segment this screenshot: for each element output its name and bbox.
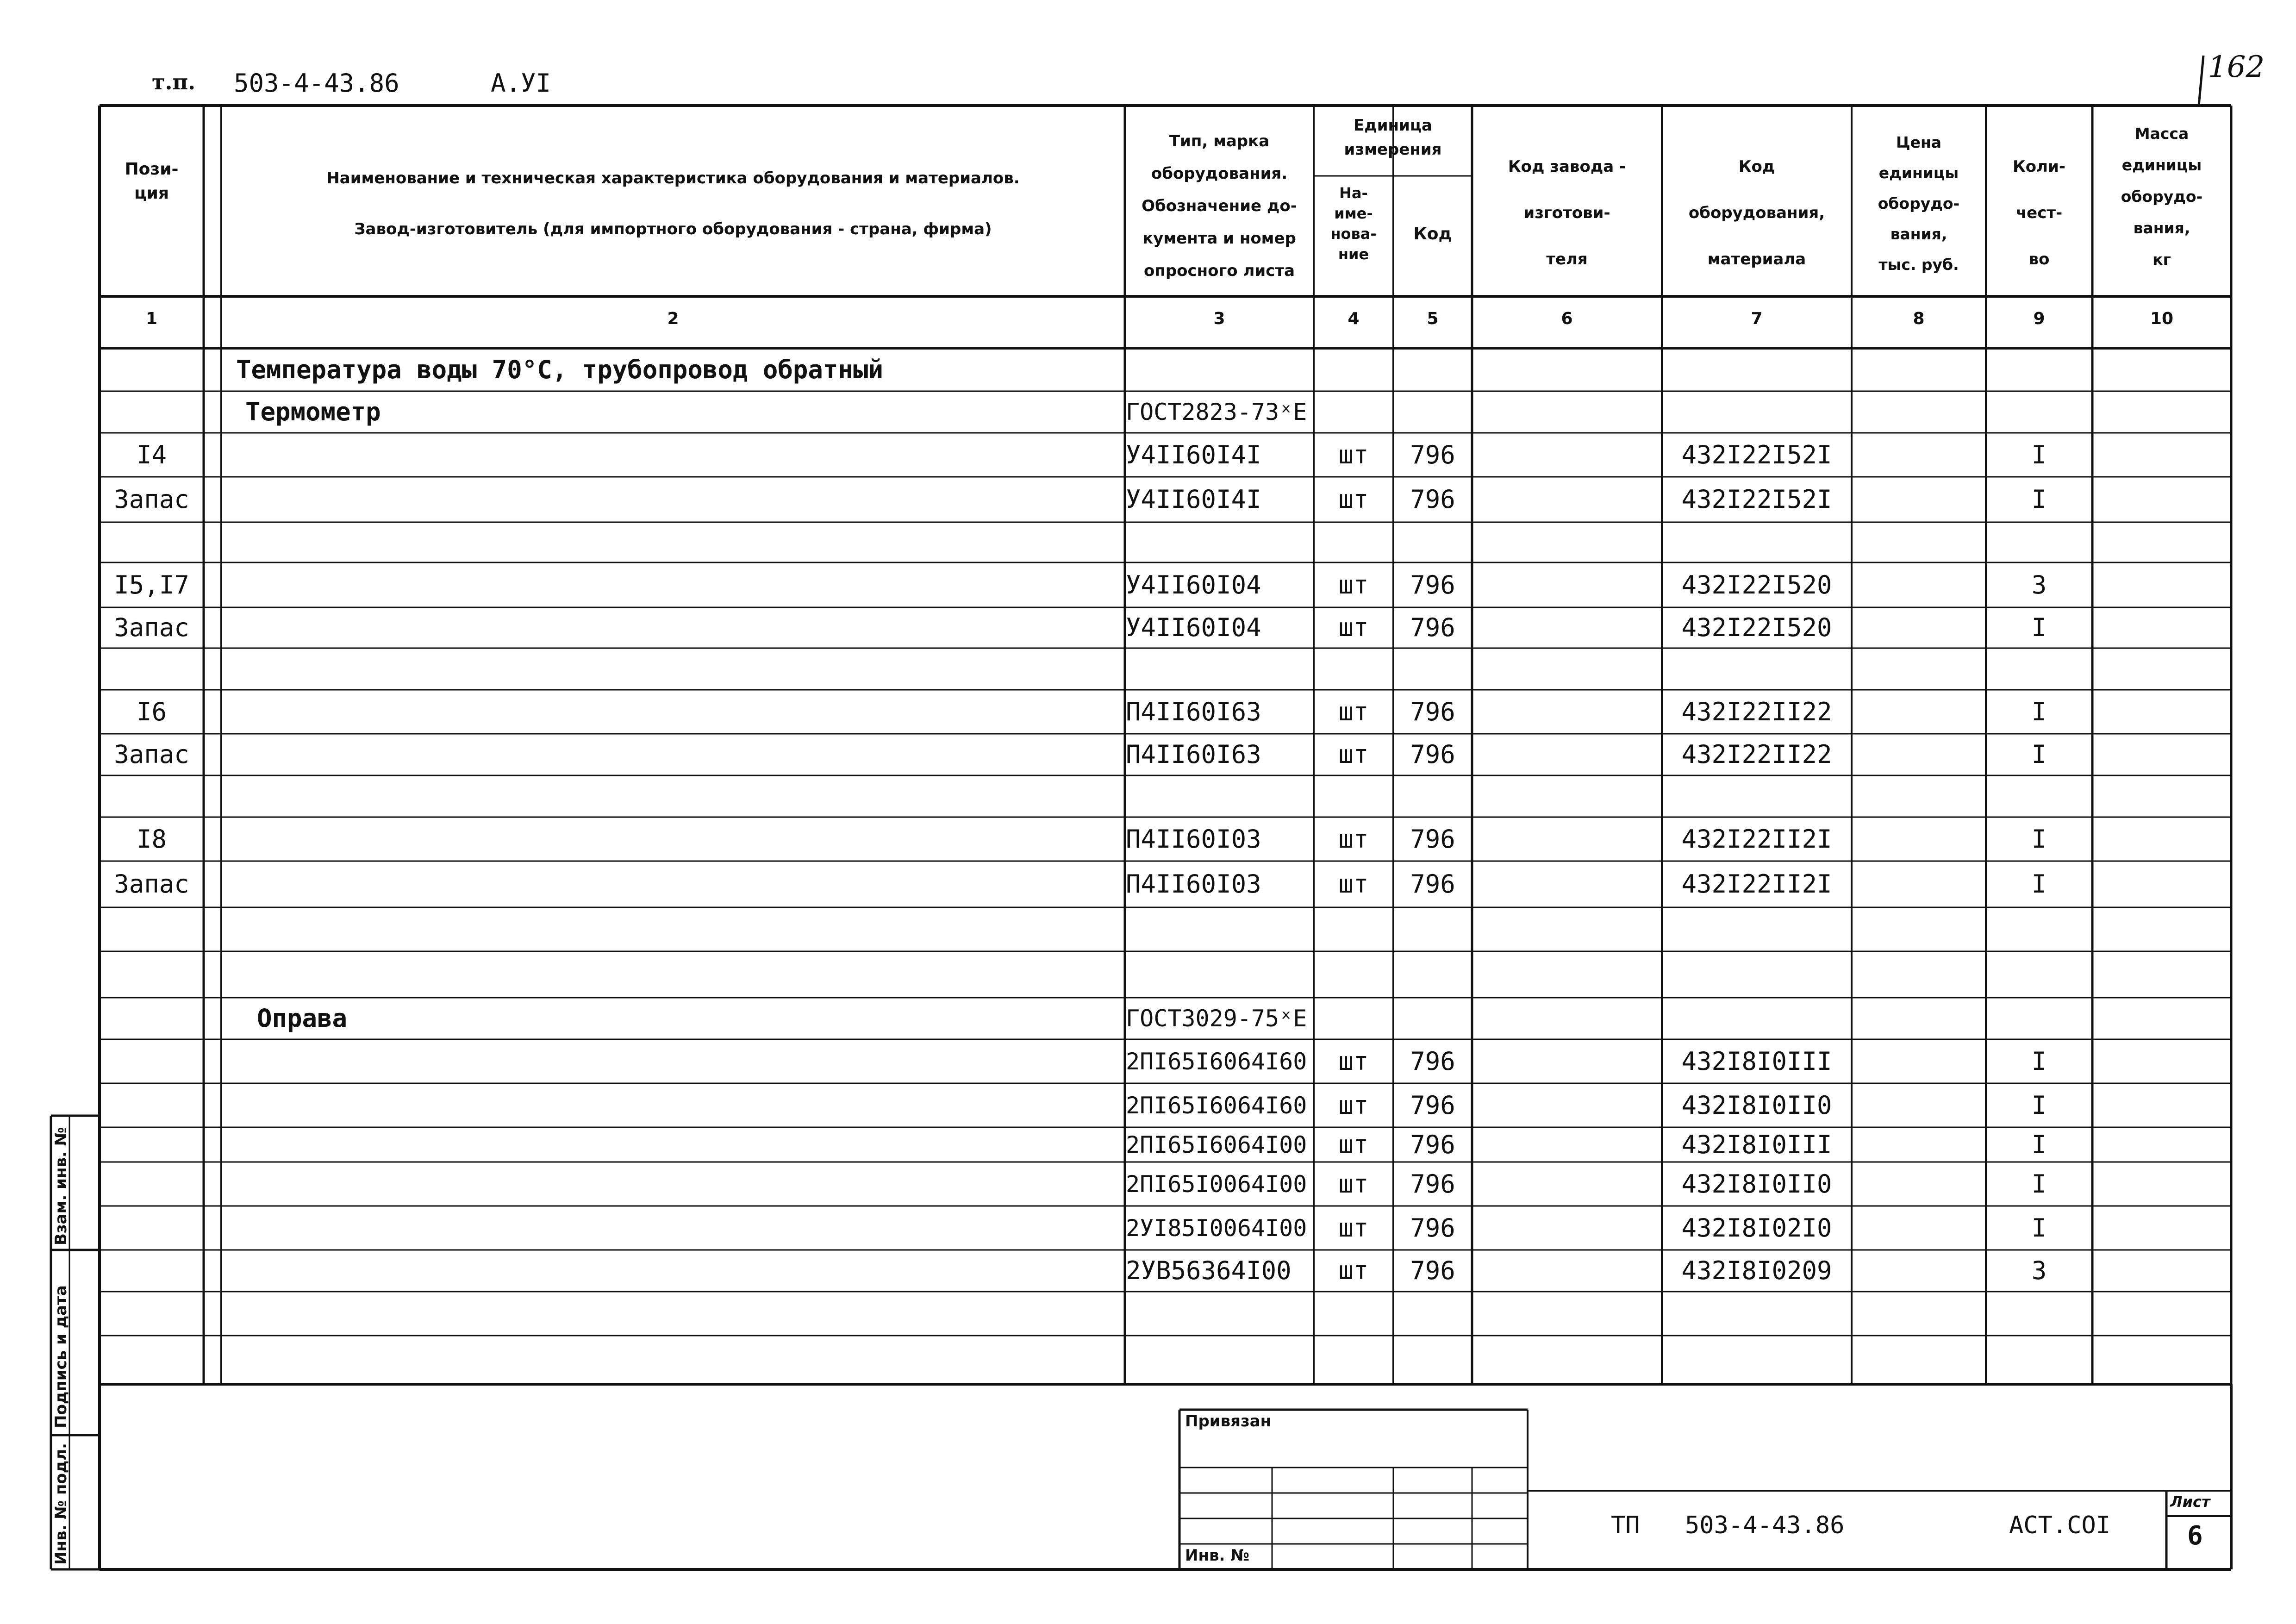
column-number: 3 xyxy=(1213,309,1225,328)
cell-quantity: I xyxy=(2031,824,2047,854)
page-number-handwritten: 162 xyxy=(2208,50,2265,84)
title-block-code: 503-4-43.86 xyxy=(1685,1512,1845,1539)
cell-unit-code: 796 xyxy=(1410,440,1455,469)
cell-position: I8 xyxy=(136,824,167,854)
cell-unit: шт xyxy=(1338,570,1369,600)
cell-unit-code: 796 xyxy=(1410,613,1455,642)
cell-equipment-code: 432I8I0II0 xyxy=(1681,1169,1832,1199)
cell-type: У4II60I04 xyxy=(1126,570,1261,600)
project-code: 503-4-43.86 xyxy=(234,69,399,98)
column-number: 7 xyxy=(1751,309,1763,328)
cell-unit: шт xyxy=(1338,485,1369,514)
title-block-sheet-label: Лист xyxy=(2170,1493,2210,1511)
cell-position: Запас xyxy=(114,740,189,769)
cell-quantity: I xyxy=(2031,485,2047,514)
col-header-unit-name: На- име- нова- ние xyxy=(1330,184,1377,263)
cell-name: Температура воды 70°С, трубопровод обратный xyxy=(236,355,883,384)
cell-equipment-code: 432I8I02I0 xyxy=(1681,1213,1832,1243)
col-header-unit-code: Код xyxy=(1413,225,1452,244)
cell-type: 2УВ56364I00 xyxy=(1126,1256,1292,1285)
cell-type: У4II60I04 xyxy=(1126,613,1261,642)
column-number: 8 xyxy=(1913,309,1925,328)
cell-type: П4II60I63 xyxy=(1126,697,1261,726)
cell-unit-code: 796 xyxy=(1410,485,1455,514)
column-number: 4 xyxy=(1348,309,1360,328)
cell-equipment-code: 432I8I0III xyxy=(1681,1046,1832,1076)
cell-type: 2УI85I0064I00 xyxy=(1126,1214,1307,1242)
stamp-signature-date: Подпись и дата xyxy=(52,1285,70,1428)
cell-unit: шт xyxy=(1338,824,1369,854)
cell-unit: шт xyxy=(1338,1090,1369,1120)
cell-type: П4II60I63 xyxy=(1126,740,1261,769)
cell-unit-code: 796 xyxy=(1410,1046,1455,1076)
cell-unit-code: 796 xyxy=(1410,1256,1455,1285)
cell-unit: шт xyxy=(1338,697,1369,726)
cell-type: 2ПI65I0064I00 xyxy=(1126,1170,1307,1198)
cell-type: 2ПI65I6064I00 xyxy=(1126,1131,1307,1158)
cell-type: 2ПI65I6064I60 xyxy=(1126,1048,1307,1075)
cell-unit: шт xyxy=(1338,1213,1369,1243)
col-header-name: Наименование и техническая характеристика оборудования и материалов. Завод-изготовитель (для импортного оборудования - страна, фирма) xyxy=(326,169,1020,238)
cell-position: Запас xyxy=(114,869,189,899)
col-header-unit: Единица измерения xyxy=(1344,116,1442,159)
col-header-equipment-code: Код оборудования, материала xyxy=(1688,157,1825,269)
cell-equipment-code: 432I22II22 xyxy=(1681,697,1832,726)
cell-position: Запас xyxy=(114,485,189,514)
cell-quantity: I xyxy=(2031,1130,2047,1159)
cell-unit: шт xyxy=(1338,1046,1369,1076)
col-header-factory-code: Код завода - изготови- теля xyxy=(1508,157,1626,269)
stamp-inv-original: Инв. № подл. xyxy=(52,1443,70,1565)
cell-type: ГОСТ2823-73ˣЕ xyxy=(1126,399,1307,425)
cell-name: Оправа xyxy=(257,1004,348,1033)
column-number: 9 xyxy=(2033,309,2045,328)
cell-equipment-code: 432I8I0209 xyxy=(1681,1256,1832,1285)
cell-quantity: I xyxy=(2031,1090,2047,1120)
cell-unit-code: 796 xyxy=(1410,740,1455,769)
cell-unit: шт xyxy=(1338,869,1369,899)
title-block-tp: ТП xyxy=(1611,1512,1640,1539)
cell-unit-code: 796 xyxy=(1410,570,1455,600)
cell-quantity: I xyxy=(2031,613,2047,642)
cell-type: 2ПI65I6064I60 xyxy=(1126,1092,1307,1119)
cell-unit-code: 796 xyxy=(1410,1169,1455,1199)
title-block-sheet-number: 6 xyxy=(2187,1521,2203,1551)
tp-label: т.п. xyxy=(152,69,196,94)
cell-quantity: I xyxy=(2031,740,2047,769)
cell-quantity: 3 xyxy=(2031,1256,2047,1285)
cell-equipment-code: 432I22I520 xyxy=(1681,613,1832,642)
col-header-quantity: Коли- чест- во xyxy=(2013,157,2065,269)
column-number: 5 xyxy=(1427,309,1439,328)
cell-unit-code: 796 xyxy=(1410,697,1455,726)
cell-unit: шт xyxy=(1338,1169,1369,1199)
title-block-privyazan: Привязан xyxy=(1185,1412,1272,1430)
cell-position: I6 xyxy=(136,697,167,726)
cell-equipment-code: 432I22II22 xyxy=(1681,740,1832,769)
cell-quantity: I xyxy=(2031,440,2047,469)
column-number: 2 xyxy=(667,309,679,328)
cell-unit: шт xyxy=(1338,1130,1369,1159)
cell-unit: шт xyxy=(1338,740,1369,769)
cell-type: У4II60I4I xyxy=(1126,485,1261,514)
stamp-replace-inv: Взам. инв. № xyxy=(52,1127,70,1245)
cell-unit-code: 796 xyxy=(1410,1090,1455,1120)
cell-equipment-code: 432I22I52I xyxy=(1681,440,1832,469)
cell-equipment-code: 432I22II2I xyxy=(1681,824,1832,854)
cell-quantity: I xyxy=(2031,869,2047,899)
album-code: А.УI xyxy=(491,69,551,98)
cell-unit-code: 796 xyxy=(1410,1130,1455,1159)
cell-quantity: I xyxy=(2031,1046,2047,1076)
cell-unit: шт xyxy=(1338,1256,1369,1285)
cell-type: П4II60I03 xyxy=(1126,824,1261,854)
col-header-type: Тип, марка оборудования. Обозначение до- кумента и номер опросного листа xyxy=(1142,132,1297,280)
cell-equipment-code: 432I22II2I xyxy=(1681,869,1832,899)
col-header-price: Цена единицы оборудо- вания, тыс. руб. xyxy=(1878,133,1960,274)
cell-name: Термометр xyxy=(245,397,381,426)
cell-quantity: 3 xyxy=(2031,570,2047,600)
cell-quantity: I xyxy=(2031,697,2047,726)
cell-equipment-code: 432I8I0III xyxy=(1681,1130,1832,1159)
cell-unit: шт xyxy=(1338,613,1369,642)
cell-equipment-code: 432I22I52I xyxy=(1681,485,1832,514)
col-header-mass: Масса единицы оборудо- вания, кг xyxy=(2121,125,2203,269)
cell-equipment-code: 432I8I0II0 xyxy=(1681,1090,1832,1120)
cell-unit-code: 796 xyxy=(1410,869,1455,899)
cell-position: I4 xyxy=(136,440,167,469)
cell-type: У4II60I4I xyxy=(1126,440,1261,469)
column-number: 1 xyxy=(145,309,158,328)
title-block-inv-no: Инв. № xyxy=(1185,1546,1250,1565)
column-number: 10 xyxy=(2150,309,2174,328)
cell-unit-code: 796 xyxy=(1410,824,1455,854)
cell-unit-code: 796 xyxy=(1410,1213,1455,1243)
cell-position: Запас xyxy=(114,613,189,642)
cell-quantity: I xyxy=(2031,1213,2047,1243)
cell-type: П4II60I03 xyxy=(1126,869,1261,899)
cell-quantity: I xyxy=(2031,1169,2047,1199)
cell-type: ГОСТ3029-75ˣЕ xyxy=(1126,1005,1307,1032)
column-number: 6 xyxy=(1561,309,1573,328)
title-block-doc: АСТ.СОI xyxy=(2009,1512,2111,1539)
cell-equipment-code: 432I22I520 xyxy=(1681,570,1832,600)
col-header-position: Пози- ция xyxy=(125,160,179,203)
cell-unit: шт xyxy=(1338,440,1369,469)
cell-position: I5,I7 xyxy=(114,570,189,600)
